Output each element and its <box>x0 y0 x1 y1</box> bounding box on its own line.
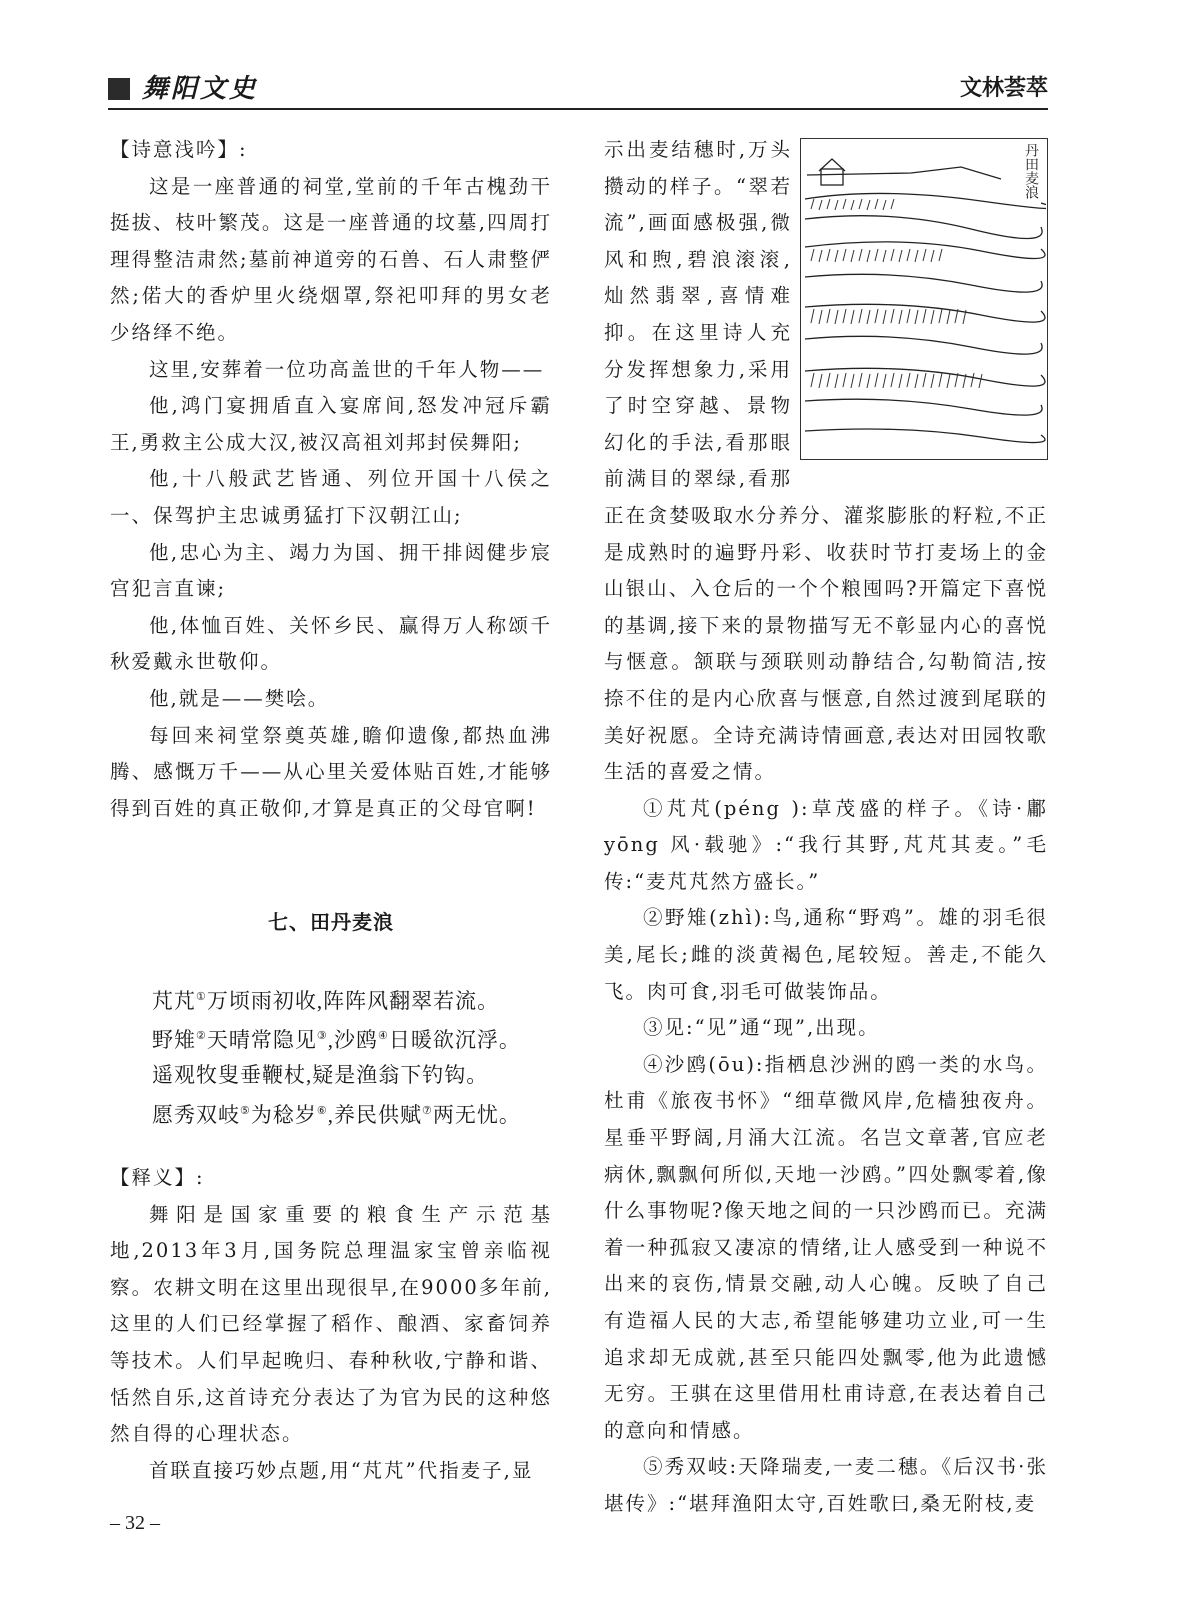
paragraph: 这里,安葬着一位功高盖世的千年人物—— <box>149 357 545 381</box>
footnote-4: ④沙鸥(ōu):指栖息沙洲的鸥一类的水鸟。杜甫《旅夜书怀》“细草微风岸,危樯独夜舟。星垂平野阔,月涌大江流。名岂文章著,官应老病休,飘飘何所似,天地一沙鸥。”四处飘零着,像什么事物呢?像天地之间的一只沙鸥而已。充满着一种孤寂又凄凉的情绪,让人感受到一种说不出来的哀伤,情景交融,动人心魄。反映了自己有造福人民的大志,希望能够建功立业,可一生追求却无成就,甚至只能四处飘零,他为此遗憾无穷。王骐在这里借用杜甫诗意,在表达着自己的意向和情感。 <box>604 1052 1048 1442</box>
heading-explanation: 【释义】: <box>110 1166 205 1189</box>
footnote-3: ③见:“见”通“现”,出现。 <box>643 1016 880 1040</box>
header-square-mark <box>108 78 130 100</box>
wheat-field-sketch <box>800 138 1048 460</box>
left-column-lower <box>110 1160 552 1489</box>
header-rule <box>108 108 1048 110</box>
paragraph: 这是一座普通的祠堂,堂前的千年古槐劲干挺拔、枝叶繁茂。这是一座普通的坟墓,四周打理得整洁肃然;墓前神道旁的石兽、石人肃整俨然;偌大的香炉里火绕烟罩,祭祀叩拜的男女老少络绎不绝。 <box>110 174 552 344</box>
sketch-illustration <box>801 139 1046 458</box>
footnote-2: ②野雉(zhì):鸟,通称“野鸡”。雄的羽毛很美,尾长;雌的淡黄褐色,尾较短。善走,不能久飞。肉可食,羽毛可做装饰品。 <box>604 906 1048 1003</box>
publication-title: 舞阳文史 <box>142 74 259 104</box>
sketch-caption: 丹田麦浪 <box>1023 143 1039 199</box>
poem <box>152 980 552 1133</box>
paragraph: 每回来祠堂祭奠英雄,瞻仰遗像,都热血沸腾、感慨万千——从心里关爱体贴百姓,才能够得到百姓的真正敬仰,才算是真正的父母官啊! <box>110 723 552 820</box>
left-column <box>110 132 552 827</box>
paragraph: 首联直接巧妙点题,用“芃芃”代指麦子,显 <box>149 1458 534 1482</box>
footnote-5: ⑤秀双岐:天降瑞麦,一麦二穗。《后汉书·张堪传》:“堪拜渔阳太守,百姓歌曰,桑无附枝,麦 <box>604 1455 1048 1515</box>
paragraph: 舞阳是国家重要的粮食生产示范基地,2013年3月,国务院总理温家宝曾亲临视察。农耕文明在这里出现很早,在9000多年前,这里的人们已经掌握了稻作、酿酒、家畜饲养等技术。人们早起晚归、春种秋收,宁静和谐、恬然自乐,这首诗充分表达了为官为民的这种悠然自得的心理状态。 <box>110 1202 552 1446</box>
paragraph: 他,十八般武艺皆通、列位开国十八侯之一、保驾护主忠诚勇猛打下汉朝江山; <box>110 467 552 527</box>
page-header <box>108 72 1048 106</box>
poem-line: 遥观牧叟垂鞭杖,疑是渔翁下钓钩。 <box>152 1063 489 1088</box>
paragraph: 他,就是——樊哙。 <box>149 686 330 710</box>
paragraph: 他,体恤百姓、关怀乡民、赢得万人称颂千秋爱戴永世敬仰。 <box>110 613 552 674</box>
right-column <box>604 132 1048 1523</box>
paragraph: 他,鸿门宴拥盾直入宴席间,怒发冲冠斥霸王,勇救主公成大汉,被汉高祖刘邦封侯舞阳; <box>110 394 552 454</box>
poem-line: 愿秀双岐⑤为稔岁⑥,养民供赋⑦两无忧。 <box>152 1102 521 1127</box>
paragraph: 他,忠心为主、竭力为国、拥干排闼健步宸宫犯言直谏; <box>110 540 552 601</box>
page-number: – 32 – <box>110 1512 160 1534</box>
paragraph: 示出麦结穗时,万头攒动的样子。“翠若流”,画面感极强,微风和煦,碧浪滚滚,灿然翡翠,喜情难抑。在这里诗人充分发挥想象力,采用了时空穿越、景物幻化的手法,看那眼前满目的翠绿,看那正在贪婪吸取水分养分、灌浆膨胀的籽粒,不正是成熟时的遍野丹彩、收获时节打麦场上的金山银山、入仓后的一个个粮囤吗?开篇定下喜悦的基调,接下来的景物描写无不彰显内心的喜悦与惬意。颔联与颈联则动静结合,勾勒简洁,按捺不住的是内心欣喜与惬意,自然过渡到尾联的美好祝愿。全诗充满诗情画意,表达对田园牧歌生活的喜爱之情。 <box>604 138 1048 784</box>
section-heading: 七、田丹麦浪 <box>268 910 394 934</box>
section-title: 文林荟萃 <box>959 76 1048 101</box>
poem-line: 芃芃①万顷雨初收,阵阵风翻翠若流。 <box>152 989 500 1013</box>
footnote-1: ①芃芃(péng ):草茂盛的样子。《诗·鄘 yōng 风·载驰》:“我行其野,芃芃其麦。”毛传:“麦芃芃然方盛长。” <box>604 796 1048 893</box>
heading-poem-meaning: 【诗意浅吟】: <box>110 138 248 161</box>
poem-line: 野雉②天晴常隐见③,沙鸥④日暖欲沉浮。 <box>152 1028 521 1053</box>
